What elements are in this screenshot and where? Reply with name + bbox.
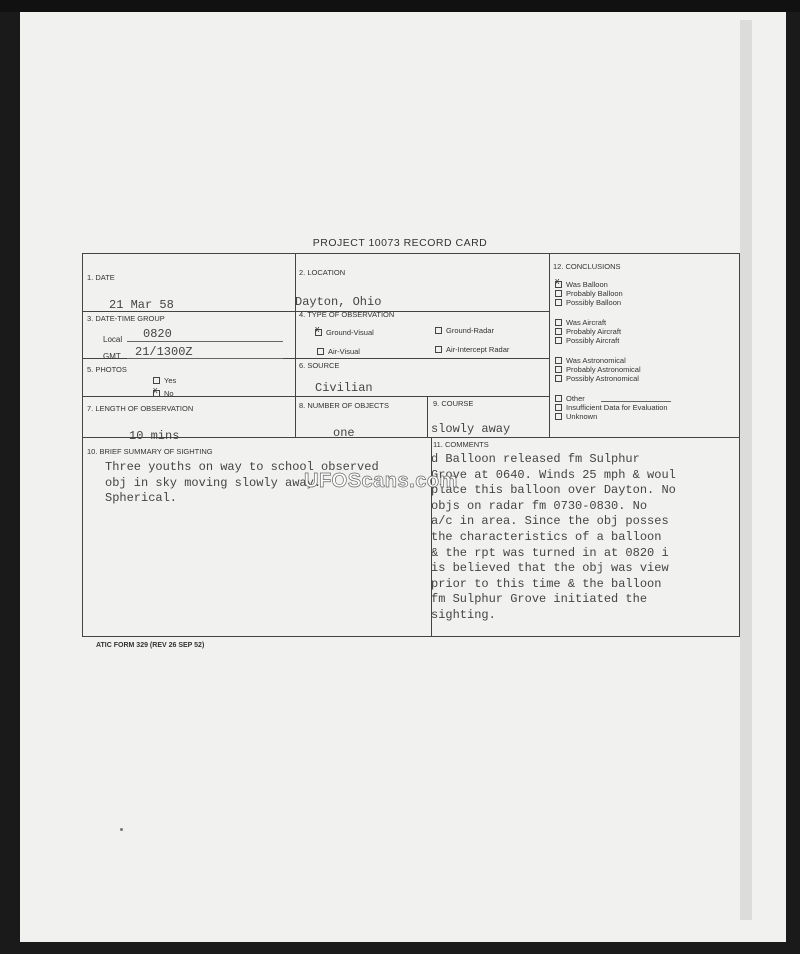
local-underline — [127, 341, 283, 342]
form-number: ATIC FORM 329 (REV 26 SEP 52) — [96, 642, 205, 649]
dtg-local-value: 0820 — [143, 327, 172, 341]
source-value: Civilian — [315, 381, 373, 395]
checkbox-checked-icon — [153, 390, 160, 397]
summary-text: Three youths on way to school observed obj in sky moving slowly away. Spherical. — [105, 460, 379, 506]
dtg-local-label: Local — [103, 335, 123, 344]
scan-top-band — [0, 0, 800, 12]
obs-ground-radar: Ground-Radar — [435, 326, 494, 335]
location-label: 2. LOCATION — [299, 268, 346, 277]
date-value: 21 Mar 58 — [109, 298, 174, 312]
checkbox-checked-icon — [555, 281, 562, 288]
checkbox-icon — [435, 327, 442, 334]
checkbox-icon — [555, 337, 562, 344]
checkbox-icon — [555, 290, 562, 297]
gmt-underline — [127, 358, 283, 359]
scan-watermark: UFOScans.com — [304, 470, 458, 492]
checkbox-icon — [555, 413, 562, 420]
checkbox-icon — [555, 395, 562, 402]
checkbox-icon — [555, 366, 562, 373]
scan-speck — [120, 828, 123, 831]
checkbox-icon — [317, 348, 324, 355]
checkbox-icon — [555, 404, 562, 411]
photos-label: 5. PHOTOS — [87, 365, 127, 374]
col-divider — [549, 254, 550, 437]
date-label: 1. DATE — [87, 273, 115, 282]
conclusion-probably-aircraft: Probably Aircraft — [555, 327, 621, 336]
comments-text: d Balloon released fm Sulphur Grove at 0640. Winds 25 mph & woul place this balloon over Dayton. No objs on radar fm 0730-0830. No a/c in area. Since the obj posses the characteristics of a balloon & the rpt was turned in at 0820 i is believed that the obj was view prior to this time & the balloon fm Sulphur Grove initiated the sighting. — [431, 452, 676, 622]
other-underline — [601, 401, 671, 402]
location-value: Dayton, Ohio — [295, 295, 382, 309]
checkbox-icon — [435, 346, 442, 353]
summary-label: 10. BRIEF SUMMARY OF SIGHTING — [87, 447, 213, 456]
comments-label: 11. COMMENTS — [433, 440, 489, 449]
conclusion-other: Other — [555, 394, 585, 403]
num-objects-label: 8. NUMBER OF OBJECTS — [299, 401, 390, 410]
conclusion-was-aircraft: Was Aircraft — [555, 318, 606, 327]
conclusion-probably-balloon: Probably Balloon — [555, 289, 623, 298]
col-divider — [295, 254, 296, 437]
scan-edge-shadow — [740, 20, 752, 920]
length-label: 7. LENGTH OF OBSERVATION — [87, 404, 194, 413]
form-title: PROJECT 10073 RECORD CARD — [312, 237, 488, 249]
col-divider — [427, 396, 428, 437]
checkbox-icon — [555, 328, 562, 335]
checkbox-icon — [555, 375, 562, 382]
course-value: slowly away — [431, 422, 511, 436]
length-value: 10 mins — [129, 429, 180, 443]
dtg-gmt-label: GMT — [103, 352, 121, 361]
source-label: 6. SOURCE — [299, 361, 340, 370]
checkbox-icon — [555, 357, 562, 364]
course-label: 9. COURSE — [433, 399, 474, 408]
conclusion-probably-astronomical: Probably Astronomical — [555, 365, 641, 374]
conclusion-unknown: Unknown — [555, 412, 597, 421]
photos-yes: Yes — [153, 376, 176, 385]
checkbox-icon — [153, 377, 160, 384]
conclusions-label: 12. CONCLUSIONS — [553, 262, 621, 271]
dtg-gmt-value: 21/1300Z — [135, 345, 193, 359]
conclusion-possibly-astronomical: Possibly Astronomical — [555, 374, 639, 383]
conclusion-possibly-balloon: Possibly Balloon — [555, 298, 621, 307]
record-card — [82, 253, 740, 637]
num-objects-value: one — [333, 426, 355, 440]
checkbox-icon — [555, 299, 562, 306]
conclusion-insufficient-data: Insufficient Data for Evaluation — [555, 403, 668, 412]
obs-ground-visual: xGround-Visual — [315, 328, 374, 337]
dtg-label: 3. DATE-TIME GROUP — [87, 314, 165, 323]
checkbox-checked-icon — [315, 329, 322, 336]
conclusion-was-balloon: xWas Balloon — [555, 280, 608, 289]
checkbox-icon — [555, 319, 562, 326]
conclusion-possibly-aircraft: Possibly Aircraft — [555, 336, 619, 345]
type-obs-label: 4. TYPE OF OBSERVATION — [299, 310, 395, 319]
row-divider — [83, 437, 740, 438]
obs-air-visual: Air-Visual — [317, 347, 360, 356]
obs-air-intercept-radar: Air-Intercept Radar — [435, 345, 509, 354]
conclusion-was-astronomical: Was Astronomical — [555, 356, 626, 365]
photos-no: xNo — [153, 389, 174, 398]
